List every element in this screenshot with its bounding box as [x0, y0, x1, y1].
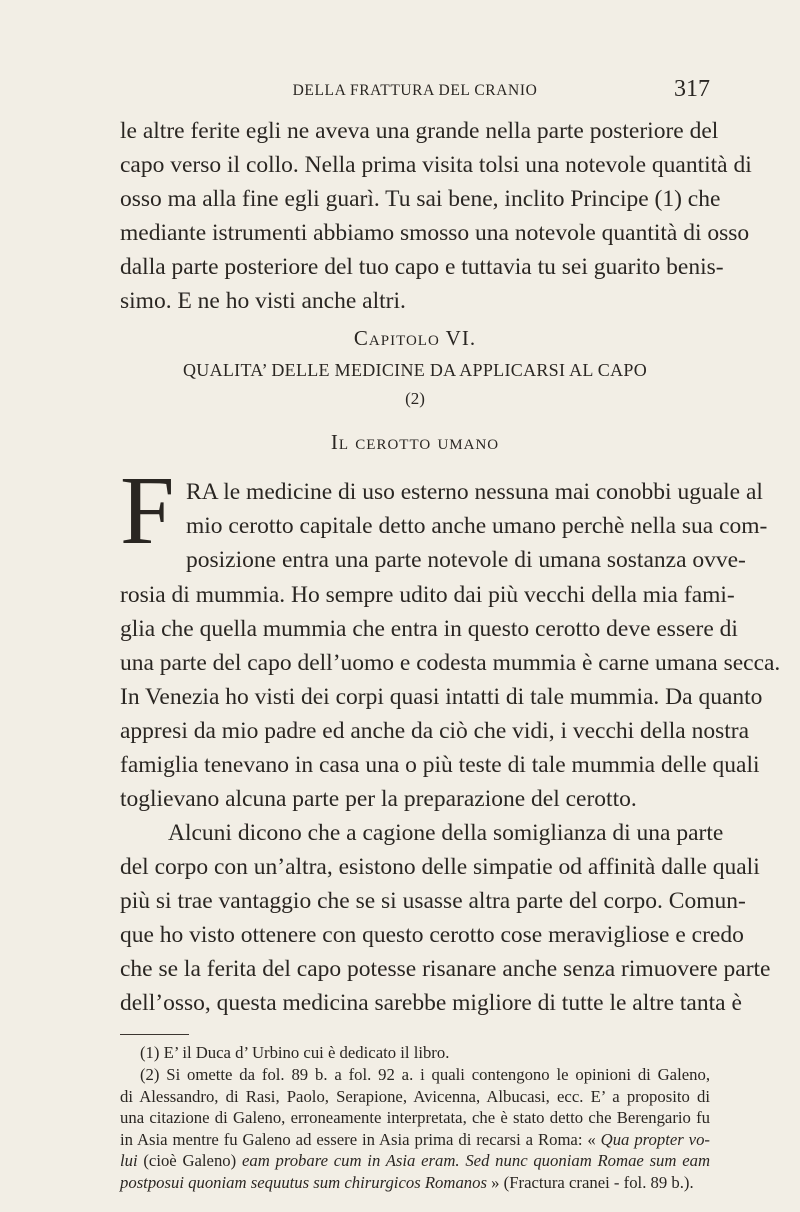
footnote-line [120, 1150, 710, 1173]
footnote-line: di Alessandro, di Rasi, Paolo, Serapione, Avicenna, Albucasi, ecc. E’ a proposito di [120, 1086, 710, 1106]
drop-cap: F [120, 457, 175, 566]
text-line: le altre ferite egli ne aveva una grande nella parte posteriore del [120, 118, 719, 144]
running-head [120, 76, 710, 106]
text-line: mio cerotto capitale detto anche umano perchè nella sua com- [186, 513, 768, 540]
latin-quote: eam probare cum in Asia eram. Sed nunc quoniam Romae sum eam [241, 1151, 710, 1170]
text-line: osso ma alla fine egli guarì. Tu sai bene, inclito Principe (1) che [120, 186, 721, 213]
text-line: mediante istrumenti abbiamo smosso una notevole quantità di osso [120, 220, 750, 247]
text-line: famiglia tenevano in casa una o più teste di tale mummia delle quali [120, 751, 760, 778]
running-title: DELLA FRATTURA DEL CRANIO [292, 82, 538, 99]
chapter-heading: Capitolo VI. [353, 326, 477, 351]
text-line: simo. E ne ho visti anche altri. [120, 288, 406, 315]
latin-quote: lui [120, 1151, 138, 1170]
text-line: dell’osso, questa medicina sarebbe migliore di tutte le altre tanta è [120, 990, 742, 1017]
latin-quote: Qua propter vo- [600, 1129, 710, 1149]
footnote-line [120, 1129, 710, 1152]
footnote-text: in Asia mentre fu Galeno ad essere in Asia prima di recarsi a Roma: « [120, 1129, 596, 1149]
footnote-text: » (Fractura cranei - fol. 89 b.). [486, 1173, 694, 1192]
footnote-line [120, 1172, 710, 1195]
text-line: capo verso il collo. Nella prima visita tolsi una notevole quantità di [120, 152, 752, 179]
page-number: 317 [674, 76, 710, 102]
footnote-text: (cioè Galeno) [137, 1151, 242, 1170]
text-line: Alcuni dicono che a cagione della somiglianza di una parte [168, 820, 724, 846]
text-line: una parte del capo dell’uomo e codesta mummia è carne umana secca. [120, 649, 781, 676]
text-line: dalla parte posteriore del tuo capo e tuttavia tu sei guarito benis- [120, 254, 724, 281]
text-line: posizione entra una parte notevole di umana sostanza ovve- [186, 547, 746, 574]
text-line: del corpo con un’altra, esistono delle simpatie od affinità dalle quali [120, 854, 760, 881]
text-line: In Venezia ho visti dei corpi quasi intatti di tale mummia. Da quanto [120, 683, 763, 710]
text-line: rosia di mummia. Ho sempre udito dai più vecchi della mia fami- [120, 581, 735, 608]
section-title: Il cerotto umano [330, 430, 500, 455]
text-line: RA le medicine di uso esterno nessuna mai conobbi uguale al [186, 479, 763, 506]
text-line: che se la ferita del capo potesse risanare anche senza rimuovere parte [120, 956, 771, 983]
text-line: più si trae vantaggio che se si usasse altra parte del corpo. Comun- [120, 888, 746, 915]
footnote-marker: (2) [405, 388, 425, 408]
latin-quote: postposui quoniam sequutus sum chirurgicos Romanos [120, 1173, 487, 1192]
footnote-1: (1) E’ il Duca d’ Urbino cui è dedicato il libro. [140, 1042, 450, 1062]
text-line: que ho visto ottenere con questo cerotto cose meravigliose e credo [120, 922, 744, 949]
footnote-rule [120, 1034, 189, 1035]
text-line: toglievano alcuna parte per la preparazione del cerotto. [120, 785, 637, 812]
text-line: appresi da mio padre ed anche da ciò che vidi, i vecchi della nostra [120, 717, 750, 744]
chapter-subtitle: QUALITA’ DELLE MEDICINE DA APPLICARSI AL CAPO [182, 360, 648, 381]
footnote-line: una citazione di Galeno, erroneamente interpretata, che è stato detto che Berengario fu [120, 1108, 710, 1128]
text-line: glia che quella mummia che entra in questo cerotto deve essere di [120, 615, 738, 642]
footnote-line: (2) Si omette da fol. 89 b. a fol. 92 a. i quali contengono le opinioni di Galeno, [140, 1065, 710, 1085]
